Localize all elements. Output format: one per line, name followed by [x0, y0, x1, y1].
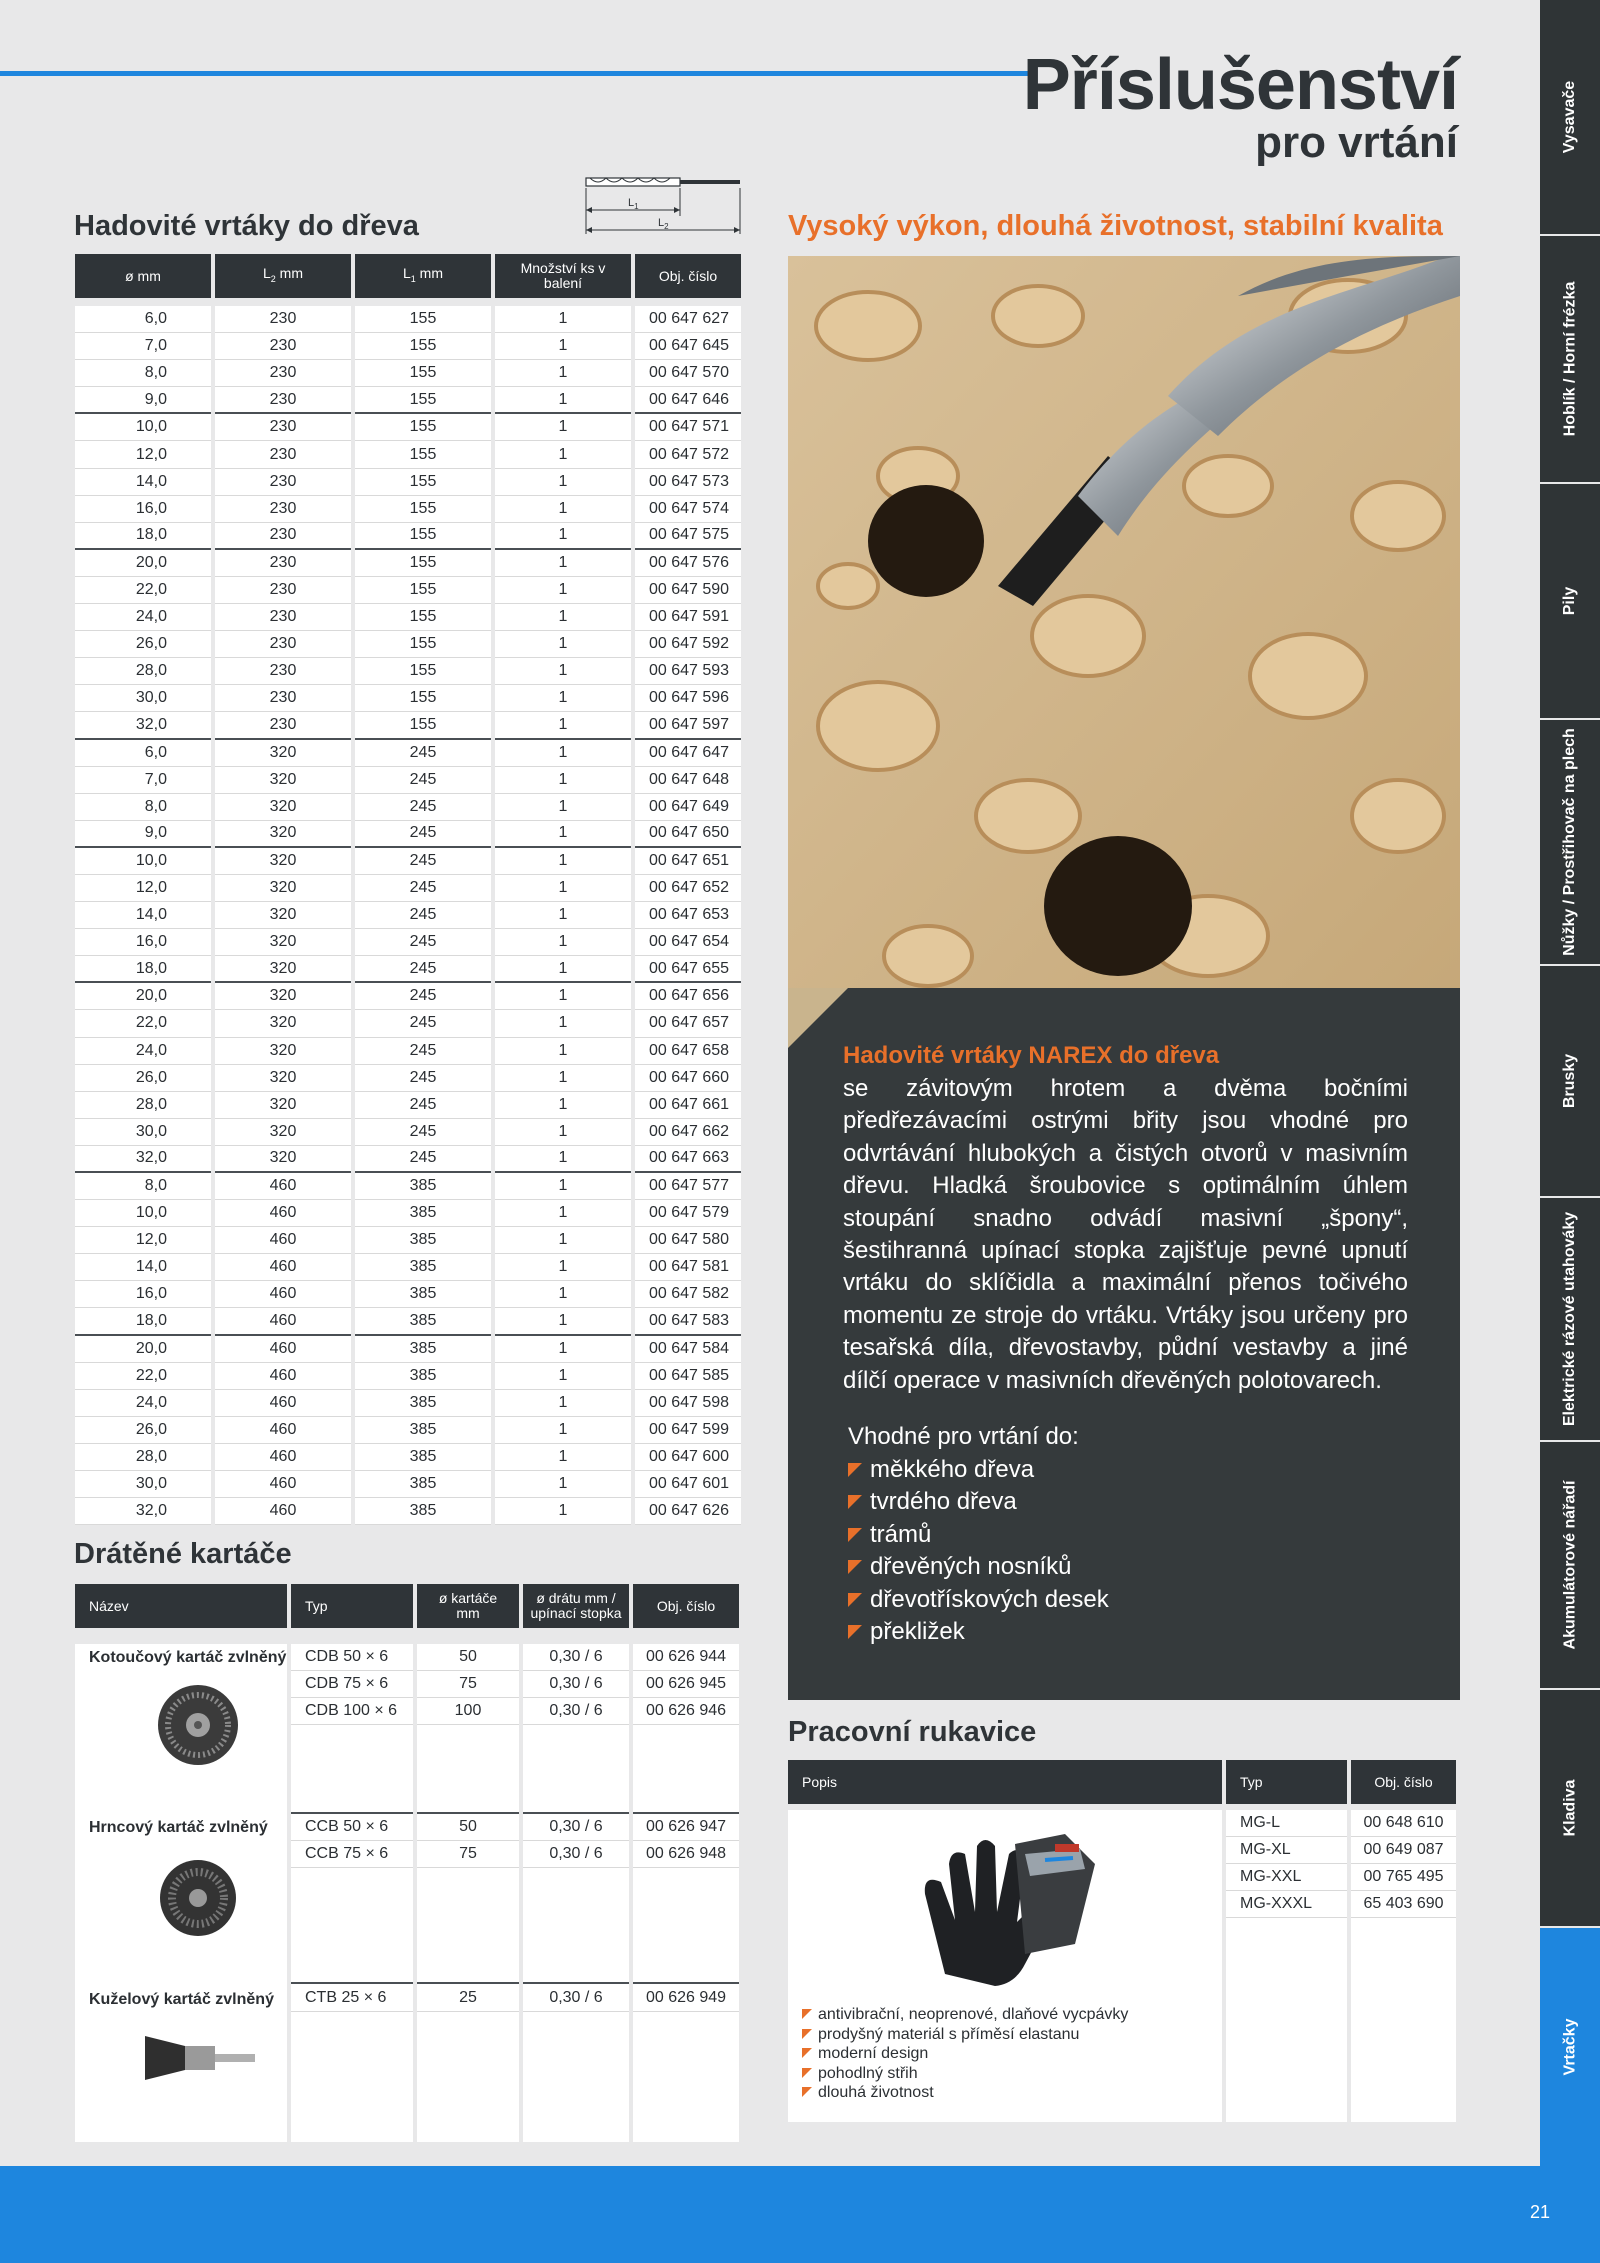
list-item: moderní design	[802, 2044, 1128, 2064]
brush-group-cup	[75, 1814, 287, 1984]
table-row: CCB 75 × 6 75 0,30 / 6 00 626 948	[75, 1841, 739, 1868]
brush-name: Kotoučový kartáč zvlněný	[89, 1649, 287, 1666]
brushes-heading: Drátěné kartáče	[74, 1538, 292, 1570]
table-row: 12,0 460 385 1 00 647 580	[75, 1227, 741, 1254]
table-row: 26,0 320 245 1 00 647 660	[75, 1065, 741, 1092]
brush-name: Kuželový kartáč zvlněný	[89, 1991, 274, 2009]
list-item: pohodlný střih	[802, 2064, 1128, 2084]
table-row: CDB 75 × 6 75 0,30 / 6 00 626 945	[75, 1671, 739, 1698]
table-row: Hrncový kartáč zvlněný CCB 50 × 6 50 0,30 / 6 00 626 947	[75, 1814, 739, 1841]
footer-bar	[0, 2166, 1600, 2263]
nav-item-label: Nůžky / Prostřihovač na plech	[1561, 728, 1578, 956]
table-row: 7,0 230 155 1 00 647 645	[75, 333, 741, 360]
table-row: 16,0 320 245 1 00 647 654	[75, 929, 741, 956]
table-row: 9,0 320 245 1 00 647 650	[75, 821, 741, 848]
table-row: 26,0 460 385 1 00 647 599	[75, 1417, 741, 1444]
table-row: 26,0 230 155 1 00 647 592	[75, 631, 741, 658]
table-row: 6,0 320 245 1 00 647 647	[75, 740, 741, 767]
table-row: 22,0 460 385 1 00 647 585	[75, 1363, 741, 1390]
suitable-title: Vhodné pro vrtání do:	[848, 1423, 1079, 1450]
nav-item-kladiva[interactable]	[1540, 1690, 1600, 1928]
bullet-triangle-icon	[848, 1560, 862, 1574]
table-row: 14,0 460 385 1 00 647 581	[75, 1254, 741, 1281]
bullet-triangle-icon	[848, 1593, 862, 1607]
table-row: 14,0 320 245 1 00 647 653	[75, 902, 741, 929]
nav-item-label: Elektrické rázové utahováky	[1561, 1211, 1578, 1427]
col-name: Název	[75, 1584, 287, 1628]
bullet-triangle-icon	[802, 2087, 812, 2097]
nav-item-label: Pily	[1561, 586, 1578, 616]
table-row: 24,0 460 385 1 00 647 598	[75, 1390, 741, 1417]
table-row: MG-XL 00 649 087	[788, 1837, 1456, 1864]
nav-item-label: Brusky	[1561, 1053, 1578, 1109]
table-row: 16,0 460 385 1 00 647 582	[75, 1281, 741, 1308]
nav-item-vrtacky[interactable]	[1540, 1928, 1600, 2166]
table-row: 32,0 320 245 1 00 647 663	[75, 1146, 741, 1173]
brushes-table-body	[75, 1628, 739, 2142]
auger-bit-photo	[788, 256, 1460, 990]
nav-item-utahovaky[interactable]	[1540, 1198, 1600, 1442]
glove-features	[802, 2005, 1128, 2103]
bullet-triangle-icon	[802, 2009, 812, 2019]
nav-item-label: Hoblík / Horní frézka	[1561, 281, 1579, 437]
col-brush-diameter: ø kartáče mm	[417, 1584, 519, 1628]
table-row: 10,0 320 245 1 00 647 651	[75, 848, 741, 875]
nav-item-vysavace[interactable]	[1540, 0, 1600, 236]
table-row: 10,0 230 155 1 00 647 571	[75, 414, 741, 441]
table-row: 28,0 320 245 1 00 647 661	[75, 1092, 741, 1119]
table-row: 24,0 320 245 1 00 647 658	[75, 1038, 741, 1065]
drills-heading: Hadovité vrtáky do dřeva	[74, 210, 419, 242]
diagram-l2-label: $L_2$	[658, 217, 669, 231]
gloves-heading: Pracovní rukavice	[788, 1716, 1037, 1748]
table-row: 20,0 320 245 1 00 647 656	[75, 983, 741, 1010]
col-diameter: ø mm	[75, 254, 211, 298]
list-item: prodyšný materiál s příměsí elastanu	[802, 2025, 1128, 2045]
table-row: Kuželový kartáč zvlněný CTB 25 × 6 25 0,30 / 6 00 626 949	[75, 1984, 739, 2011]
table-row: 18,0 320 245 1 00 647 655	[75, 956, 741, 983]
nav-item-label: Akumulátorové nářadí	[1561, 1480, 1578, 1650]
nav-item-label: Kladiva	[1560, 1779, 1578, 1837]
panel-corner	[788, 988, 848, 1048]
col-description: Popis	[788, 1760, 1222, 1804]
list-item: dlouhá životnost	[802, 2083, 1128, 2103]
table-row: 16,0 230 155 1 00 647 574	[75, 496, 741, 523]
table-row: 32,0 230 155 1 00 647 597	[75, 712, 741, 739]
table-row: 28,0 230 155 1 00 647 593	[75, 658, 741, 685]
table-row: 6,0 230 155 1 00 647 627	[75, 306, 741, 333]
list-item: dřevěných nosníků	[848, 1551, 1109, 1583]
bullet-triangle-icon	[802, 2048, 812, 2058]
list-item: trámů	[848, 1519, 1109, 1551]
nav-item-akumulatorove[interactable]	[1540, 1442, 1600, 1690]
table-row: 8,0 460 385 1 00 647 577	[75, 1173, 741, 1200]
table-row: Kotoučový kartáč zvlněný CDB 50 × 6 50 0,30 / 6 00 626 944	[75, 1644, 739, 1671]
col-type: Typ	[1226, 1760, 1347, 1804]
col-order-number: Obj. číslo	[633, 1584, 739, 1628]
header-rule	[0, 71, 1034, 76]
bullet-triangle-icon	[848, 1463, 862, 1477]
glove-image	[905, 1824, 1105, 1994]
drills-table	[71, 254, 745, 1525]
table-row: 30,0 230 155 1 00 647 596	[75, 685, 741, 712]
info-description: se závitovým hrotem a dvěma bočními předřezávacími ostrými břity jsou vhodné pro odvrtávání hlubokých a čistých otvorů v masivním dřevu. Hladká šroubovice s optimálním úhlem stoupání snadno odvádí masivní „špony“, šestihranná upínací stopka zajišťuje pevné upnutí vrtáku do sklíčidla a maximální přenos točivého momentu ze stroje do vrtáku. Vrtáky jsou určeny pro tesařská díla, dřevostavby, půdní vestavby a jiné dílčí operace v masivních dřevěných polotovarech.	[843, 1075, 1408, 1394]
page-number: 21	[1529, 2202, 1550, 2222]
col-quantity: Množství ks v balení	[495, 254, 631, 298]
table-row: 8,0 320 245 1 00 647 649	[75, 794, 741, 821]
table-row: MG-XXL 00 765 495	[788, 1864, 1456, 1891]
table-row: 22,0 320 245 1 00 647 657	[75, 1010, 741, 1037]
nav-item-hoblik[interactable]	[1540, 236, 1600, 484]
table-row: 9,0 230 155 1 00 647 646	[75, 387, 741, 414]
table-row: 30,0 320 245 1 00 647 662	[75, 1119, 741, 1146]
nav-item-nuzky[interactable]	[1540, 720, 1600, 966]
bullet-triangle-icon	[802, 2068, 812, 2078]
table-row: CDB 100 × 6 100 0,30 / 6 00 626 946	[75, 1698, 739, 1725]
bullet-triangle-icon	[848, 1625, 862, 1639]
list-item: překližek	[848, 1616, 1109, 1648]
table-row: 30,0 460 385 1 00 647 601	[75, 1471, 741, 1498]
col-order-number: Obj. číslo	[1351, 1760, 1456, 1804]
feature-heading: Vysoký výkon, dlouhá životnost, stabilní kvalita	[788, 210, 1443, 242]
bullet-triangle-icon	[802, 2029, 812, 2039]
table-row: 8,0 230 155 1 00 647 570	[75, 360, 741, 387]
table-row: MG-L 00 648 610	[788, 1810, 1456, 1837]
brush-group-cone	[75, 1984, 287, 2141]
nav-item-label: Vysavače	[1561, 80, 1578, 154]
bullet-triangle-icon	[848, 1528, 862, 1542]
drill-dimension-diagram	[580, 172, 748, 236]
table-row: MG-XXXL 65 403 690	[788, 1891, 1456, 1918]
list-item: měkkého dřeva	[848, 1454, 1109, 1486]
page-subtitle: pro vrtání	[1255, 118, 1458, 167]
table-row: 10,0 460 385 1 00 647 579	[75, 1200, 741, 1227]
list-item: dřevotřískových desek	[848, 1584, 1109, 1616]
table-row: 12,0 320 245 1 00 647 652	[75, 875, 741, 902]
col-order-number: Obj. číslo	[635, 254, 741, 298]
table-row: 14,0 230 155 1 00 647 573	[75, 469, 741, 496]
table-row: 28,0 460 385 1 00 647 600	[75, 1444, 741, 1471]
table-row: 18,0 230 155 1 00 647 575	[75, 523, 741, 550]
disc-brush-image	[153, 1680, 243, 1770]
table-row: 20,0 460 385 1 00 647 584	[75, 1336, 741, 1363]
suitable-list	[848, 1454, 1109, 1648]
nav-item-brusky[interactable]	[1540, 966, 1600, 1198]
brush-name: Hrncový kartáč zvlněný	[89, 1819, 268, 1837]
nav-item-pily[interactable]	[1540, 484, 1600, 720]
diagram-l1-label: $L_1$	[628, 197, 639, 211]
brushes-table	[71, 1584, 743, 2142]
page-title: Příslušenství	[1022, 45, 1458, 125]
info-title: Hadovité vrtáky NAREX do dřeva	[843, 1042, 1220, 1069]
col-l2: $L_2$ mm	[215, 254, 351, 298]
drills-table-body	[75, 306, 741, 1525]
table-row: 22,0 230 155 1 00 647 590	[75, 577, 741, 604]
category-sidebar	[1540, 0, 1600, 2166]
table-row: 24,0 230 155 1 00 647 591	[75, 604, 741, 631]
nav-item-label: Vrtačky	[1561, 2018, 1578, 2076]
col-type: Typ	[291, 1584, 413, 1628]
table-row: 7,0 320 245 1 00 647 648	[75, 767, 741, 794]
table-row: 12,0 230 155 1 00 647 572	[75, 441, 741, 468]
table-row: 32,0 460 385 1 00 647 626	[75, 1498, 741, 1525]
col-l1: $L_1$ mm	[355, 254, 491, 298]
col-wire-diameter: ø drátu mm / upínací stopka	[523, 1584, 629, 1628]
cone-brush-image	[139, 2028, 259, 2088]
table-row: 20,0 230 155 1 00 647 576	[75, 550, 741, 577]
table-row: 18,0 460 385 1 00 647 583	[75, 1308, 741, 1335]
cup-brush-image	[153, 1850, 243, 1940]
list-item: tvrdého dřeva	[848, 1486, 1109, 1518]
bullet-triangle-icon	[848, 1495, 862, 1509]
list-item: antivibrační, neoprenové, dlaňové vycpávky	[802, 2005, 1128, 2025]
brush-group-disc	[75, 1644, 287, 1814]
